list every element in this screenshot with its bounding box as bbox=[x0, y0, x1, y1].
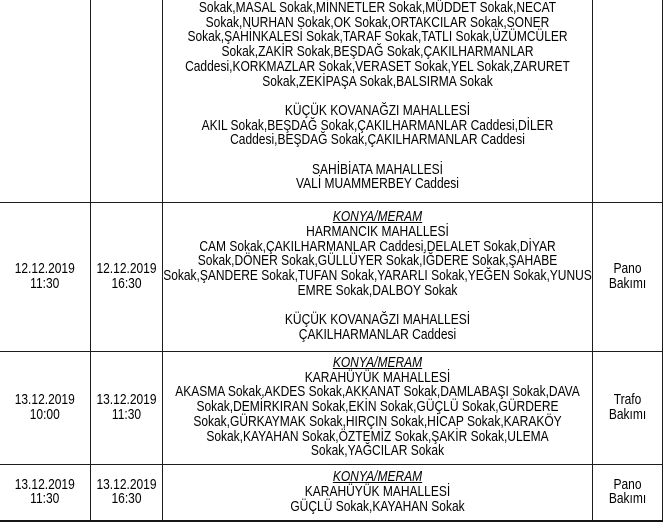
street-list: Sokak,MASAL Sokak,MİNNETLER Sokak,MÜDDET Sokak,NECAT Sokak,NURHAN Sokak,OK Sokak,ORTAKCILAR Sokak,SONER Sokak,ŞAHİNKALESİ Sokak,TARAF Sokak,TATLI Sokak,ÜZÜMCÜLER Sokak,ZAKİR Sokak,BEŞDAĞ Sokak,ÇAKILHARMANLAR Caddesi,KORKMAZLAR Sokak,VERASET Sokak,YEL Sokak,ZARURET Sokak,ZEKİPAŞA Sokak,BALSIRMA Sokak bbox=[184, 0, 570, 90]
region-title: KONYA/MERAM bbox=[332, 468, 422, 486]
end-datetime-cell bbox=[90, 202, 162, 351]
start-date-text: 12.12.2019 bbox=[14, 259, 75, 277]
location-cell bbox=[162, 0, 592, 202]
maintenance-type-cell bbox=[592, 351, 662, 464]
start-datetime bbox=[0, 390, 90, 423]
location-cell bbox=[162, 202, 592, 351]
street-list: ÇAKILHARMANLAR Caddesi bbox=[298, 325, 456, 343]
start-datetime-cell bbox=[0, 202, 90, 351]
start-datetime bbox=[0, 259, 90, 292]
start-time-text: 11:30 bbox=[30, 274, 60, 292]
maintenance-type-line: Pano bbox=[612, 475, 642, 493]
table-row bbox=[0, 202, 662, 351]
end-time-text: 16:30 bbox=[110, 274, 142, 292]
start-date-text: 13.12.2019 bbox=[14, 390, 75, 408]
street-list: CAM Sokak,ÇAKILHARMANLAR Caddesi,DELALET Sokak,DİYAR Sokak,DÖNER Sokak,GÜLLÜYER Sokak,İĞDERE Sokak,ŞAHABE Sokak,ŞANDERE Sokak,TUFAN Sokak,YARARLI Sokak,YEĞEN Sokak,YUNUS EMRE Sokak,DALBOY Sokak bbox=[162, 237, 592, 299]
end-date-text: 12.12.2019 bbox=[95, 259, 157, 277]
region-title: KONYA/MERAM bbox=[332, 354, 422, 372]
maintenance-type-line: Bakımı bbox=[608, 274, 646, 292]
location-content bbox=[163, 210, 592, 342]
end-datetime bbox=[91, 390, 162, 423]
end-datetime-cell bbox=[90, 0, 162, 202]
end-datetime bbox=[91, 475, 162, 508]
maintenance-type-line: Pano bbox=[612, 259, 642, 277]
maintenance-type-cell bbox=[592, 202, 662, 351]
location-content bbox=[163, 1, 592, 192]
location-cell bbox=[162, 464, 592, 521]
maintenance-type-line: Trafo bbox=[613, 390, 641, 408]
maintenance-type bbox=[593, 390, 662, 423]
end-date-text: 13.12.2019 bbox=[95, 390, 157, 408]
district-title: SAHİBİATA MAHALLESİ bbox=[311, 160, 443, 178]
end-datetime bbox=[91, 259, 162, 292]
start-date-text: 13.12.2019 bbox=[14, 475, 75, 493]
end-date-text: 13.12.2019 bbox=[95, 475, 157, 493]
start-datetime bbox=[0, 475, 90, 508]
street-list: AKASMA Sokak,AKDES Sokak,AKKANAT Sokak,DAMLABAŞI Sokak,DAVA Sokak,DEMİRKIRAN Sokak,EKİN Sokak,GÜÇLÜ Sokak,GÜRDERE Sokak,GÜRKAYMAK Sokak,HIRÇIN Sokak,HİCAP Sokak,KARAKÖY Sokak,KAYAHAN Sokak,ÖZTEMİZ Sokak,ŞAKİR Sokak,ULEMA Sokak,YAĞCILAR Sokak bbox=[174, 383, 580, 460]
maintenance-type-line: Bakımı bbox=[608, 490, 646, 508]
start-datetime-cell bbox=[0, 0, 90, 202]
start-datetime-cell bbox=[0, 351, 90, 464]
street-list: VALİ MUAMMERBEY Caddesi bbox=[295, 175, 459, 193]
maintenance-type bbox=[593, 259, 662, 292]
start-time-text: 11:30 bbox=[30, 490, 60, 508]
end-time-text: 16:30 bbox=[110, 490, 142, 508]
end-datetime-cell bbox=[90, 351, 162, 464]
start-datetime-cell bbox=[0, 464, 90, 521]
end-datetime-cell bbox=[90, 464, 162, 521]
region-title: KONYA/MERAM bbox=[332, 208, 422, 226]
maintenance-type-cell bbox=[592, 464, 662, 521]
maintenance-type-cell bbox=[592, 0, 662, 202]
table-row bbox=[0, 351, 662, 464]
street-list: AKIL Sokak,BEŞDAĞ Sokak,ÇAKILHARMANLAR Caddesi,DİLER Caddesi,BEŞDAĞ Sokak,ÇAKILHARMANLAR Caddesi bbox=[201, 116, 553, 149]
maintenance-type-line: Bakımı bbox=[608, 405, 646, 423]
start-time-text: 10:00 bbox=[29, 405, 60, 423]
district-title: KÜÇÜK KOVANAĞZI MAHALLESİ bbox=[284, 101, 470, 119]
district-title: HARMANCIK MAHALLESİ bbox=[305, 223, 449, 241]
end-time-text: 11:30 bbox=[111, 405, 141, 423]
table-row bbox=[0, 464, 662, 521]
district-title: KARAHÜYÜK MAHALLESİ bbox=[304, 368, 450, 386]
street-list: GÜÇLÜ Sokak,KAYAHAN Sokak bbox=[289, 497, 465, 515]
maintenance-type bbox=[593, 475, 662, 508]
table-row bbox=[0, 0, 662, 202]
location-content bbox=[163, 356, 592, 459]
district-title: KÜÇÜK KOVANAĞZI MAHALLESİ bbox=[284, 311, 470, 329]
location-cell bbox=[162, 351, 592, 464]
location-content bbox=[163, 470, 592, 514]
district-title: KARAHÜYÜK MAHALLESİ bbox=[304, 482, 450, 500]
